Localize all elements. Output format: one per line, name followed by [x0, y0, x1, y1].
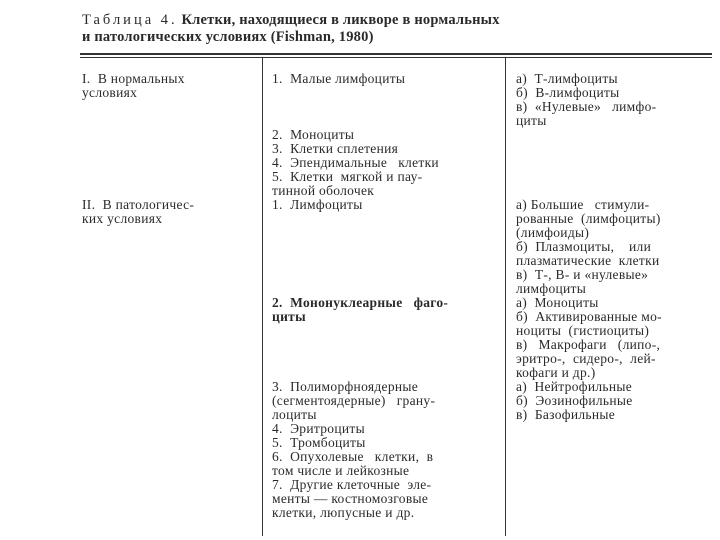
- cell-subtype: б) Эозинофильные: [516, 393, 633, 408]
- cell-item: (сегментоядерные) грану-: [272, 393, 436, 408]
- cell-subtype: рованные (лимфоциты): [516, 211, 661, 226]
- cell-subtype: в) Базофильные: [516, 407, 616, 422]
- title-line-2: и патологических условиях (Fishman, 1980): [82, 29, 374, 45]
- cell-subtype: б) В-лимфоциты: [516, 85, 620, 100]
- cell-item: 3. Полиморфноядерные: [272, 379, 419, 394]
- cell-subtype: ноциты (гистиоциты): [516, 323, 650, 338]
- cell-subtype: а) Большие стимули-: [516, 197, 650, 212]
- cell-item: 1. Лимфоциты: [272, 197, 363, 212]
- table-title: [82, 12, 682, 46]
- cell-item: циты: [272, 309, 306, 324]
- cell-item: 3. Клетки сплетения: [272, 141, 399, 156]
- cell-item: тинной оболочек: [272, 183, 375, 198]
- title-line-1: Клетки, находящиеся в ликворе в нормальных: [181, 12, 500, 28]
- cell-subtype: в) Макрофаги (липо-,: [516, 337, 661, 352]
- cell-subtype: (лимфоиды): [516, 225, 590, 240]
- cell-subtype: лимфоциты: [516, 281, 587, 296]
- cell-subtype: а) Моноциты: [516, 295, 599, 310]
- cell-subtype: б) Активированные мо-: [516, 309, 662, 324]
- cell-subtype: эритро-, сидеро-, лей-: [516, 351, 656, 366]
- cell-item: 5. Тромбоциты: [272, 435, 366, 450]
- condition-pathological-line-1: II. В патологичес-: [82, 197, 195, 212]
- table-number: Таблица 4.: [82, 12, 178, 28]
- cell-item: 2. Мононуклеарные фаго-: [272, 295, 449, 310]
- cell-item: 5. Клетки мягкой и пау-: [272, 169, 423, 184]
- cell-subtype: а) Нейтрофильные: [516, 379, 633, 394]
- cell-item: 4. Эпендимальные клетки: [272, 155, 439, 170]
- table-top-rule-inner: [80, 57, 712, 58]
- cell-subtype: в) Т-, В- и «нулевые»: [516, 267, 649, 282]
- cell-item: 2. Моноциты: [272, 127, 355, 142]
- table-top-rule: [80, 53, 712, 55]
- condition-normal-line-2: условиях: [82, 85, 138, 100]
- cell-item: 6. Опухолевые клетки, в: [272, 449, 434, 464]
- cell-item: лоциты: [272, 407, 317, 422]
- cell-item: 7. Другие клеточные эле-: [272, 477, 432, 492]
- cell-item: менты — костномозговые: [272, 491, 429, 506]
- cell-subtype: плазматические клетки: [516, 253, 660, 268]
- condition-pathological-line-2: ких условиях: [82, 211, 163, 226]
- cell-item: том числе и лейкозные: [272, 463, 410, 478]
- cell-item: клетки, люпусные и др.: [272, 505, 415, 520]
- cell-subtype: циты: [516, 113, 547, 128]
- cell-item: 1. Малые лимфоциты: [272, 71, 406, 86]
- condition-normal-line-1: I. В нормальных: [82, 71, 185, 86]
- cell-item: 4. Эритроциты: [272, 421, 365, 436]
- cell-subtype: кофаги и др.): [516, 365, 596, 380]
- column-divider-2: [505, 58, 506, 536]
- cell-subtype: в) «Нулевые» лимфо-: [516, 99, 657, 114]
- cell-subtype: а) Т-лимфоциты: [516, 71, 618, 86]
- column-divider-1: [262, 58, 263, 536]
- cell-subtype: б) Плазмоциты, или: [516, 239, 652, 254]
